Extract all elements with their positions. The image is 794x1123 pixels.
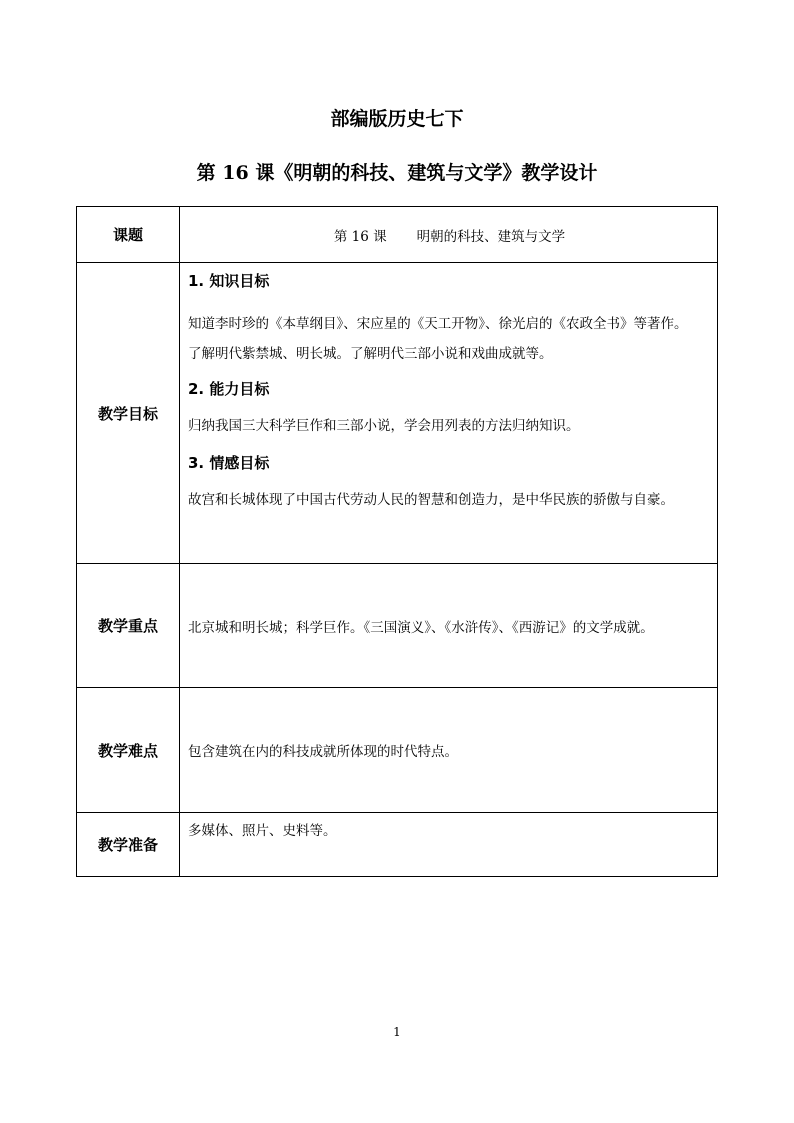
difficulties-text: 包含建筑在内的科技成就所体现的时代特点。 [180, 688, 718, 813]
preparation-text: 多媒体、照片、史料等。 [180, 813, 718, 877]
table-row-goals [77, 263, 718, 564]
knowledge-goal-heading: 1. 知识目标 [188, 272, 270, 290]
knowledge-goal-line2: 了解明代紫禁城、明长城。了解明代三部小说和戏曲成就等。 [188, 346, 553, 362]
goals-label: 教学目标 [77, 263, 180, 564]
table-row-preparation [77, 813, 718, 877]
lesson-plan-table [76, 206, 718, 877]
document-title: 部编版历史七下 [330, 108, 464, 130]
ability-goal-text: 归纳我国三大科学巨作和三部小说，学会用列表的方法归纳知识。 [188, 418, 580, 434]
difficulties-label: 教学难点 [77, 688, 180, 813]
page-number: 1 [393, 1025, 401, 1039]
emotion-goal-heading: 3. 情感目标 [188, 454, 270, 472]
key-points-text: 北京城和明长城；科学巨作。《三国演义》、《水浒传》、《西游记》的文学成就。 [180, 564, 718, 688]
ability-goal-heading: 2. 能力目标 [188, 380, 270, 398]
topic-content [180, 207, 718, 263]
table-row-difficulties [77, 688, 718, 813]
table-row-key-points [77, 564, 718, 688]
topic-label: 课题 [77, 207, 180, 263]
preparation-label: 教学准备 [77, 813, 180, 877]
document-subtitle: 第 16 课《明朝的科技、建筑与文学》教学设计 [196, 162, 598, 184]
knowledge-goal-line1: 知道李时珍的《本草纲目》、宋应星的《天工开物》、徐光启的《农政全书》等著作。 [188, 316, 688, 332]
lesson-number: 第 16 课 [333, 228, 387, 245]
lesson-name: 明朝的科技、建筑与文学 [416, 228, 566, 245]
emotion-goal-text: 故宫和长城体现了中国古代劳动人民的智慧和创造力，是中华民族的骄傲与自豪。 [188, 492, 674, 508]
goals-content [180, 263, 718, 564]
table-row-topic [77, 207, 718, 263]
key-points-label: 教学重点 [77, 564, 180, 688]
